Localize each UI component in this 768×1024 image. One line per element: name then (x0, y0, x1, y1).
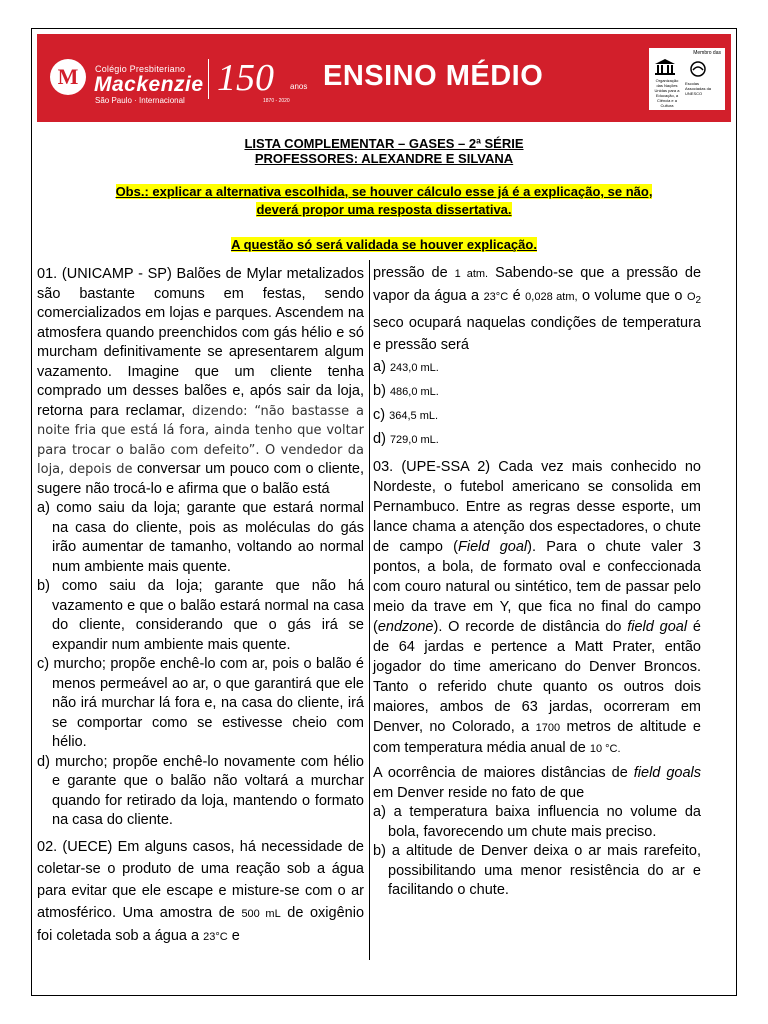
question-01-option-c: c) murcho; propõe enchê-lo com ar, pois o balão é menos permeável ao ar, o que garantirá que ele não irá murchar lá fora e, na casa do cliente, irá se comportar como se estivesse cheio com hélio. (37, 656, 364, 750)
question-03-stem-1: A ocorrência de maiores distâncias de (373, 765, 628, 781)
observation-line-2: deverá propor uma resposta dissertativa. (256, 202, 512, 217)
question-03-text-1: . (UPE-SSA 2) Cada vez mais conhecido no Nordeste, o futebol americano se consolida em Pernambuco. Entre as regras desse esporte, um lance chama a atenção dos espectadores, o chute de campo ( (373, 459, 701, 555)
question-03-text-3: ). O recorde de distância do (433, 619, 622, 635)
oxygen-subscript: 2 (695, 295, 702, 306)
question-02-text-2: de oxigênio foi coletada sob a água a (37, 904, 365, 944)
question-02-continuation (373, 262, 701, 356)
question-02-pressure: 1 atm. (454, 268, 489, 280)
right-column (373, 262, 701, 901)
question-02-cont-1: pressão de (373, 265, 448, 281)
validation-note: A questão só será validada se houver explicação. (231, 237, 537, 252)
option-d-value: 729,0 mL. (389, 434, 439, 446)
option-c-label: c) (373, 407, 386, 423)
question-01-option-a: a) como saiu da loja; garante que estará normal na casa do cliente, pois as moléculas do gás irão aumentar de tamanho, voltando ao normal num ambiente mais quente. (37, 500, 364, 575)
question-03-field-goal: Field goal (458, 539, 528, 555)
option-b-value: 486,0 mL. (389, 386, 439, 398)
header-banner (37, 34, 731, 122)
question-02-cont-5: seco ocupará naquelas condições de temperatura e pressão será (373, 315, 701, 353)
question-02-volume: 500 mL (241, 907, 281, 920)
document-title-block (37, 136, 731, 166)
question-03-field-goal-2: field goal (627, 619, 688, 635)
question-03-text-4: é de 64 jardas e pertence a Matt Prater, então jogador do time americano do Denver Broncos. Tanto o referido chute quanto os outros dois maiores, ambos de 63 jardas, ocorreram em Denver, no Colorado, a (373, 619, 701, 735)
unesco-top-text: Membro das (693, 50, 721, 56)
unesco-associated-schools-icon (687, 60, 709, 78)
question-01-intro: . (UNICAMP - SP) Balões de Mylar metalizados são bastante comuns em festas, sendo comercializados em lojas e parques. Ascendem na atmosfera quando preenchidos com gás hélio e só murcham definitivamente se apresentarem algum vazamento. Imagine que um cliente tenha comprado um desses balões e, após sair da loja, retorna para reclamar, (37, 266, 364, 419)
question-01-option-b: b) como saiu da loja; garante que não há vazamento e que o balão estará normal na casa do cliente, considerando que o gás irá se expandir num ambiente mais quente. (37, 578, 364, 653)
question-02-option-c (373, 404, 701, 428)
question-01-tail: conversar um pouco com o cliente, sugere não trocá-lo e afirma que o balão está (37, 461, 364, 497)
school-name: Mackenzie (94, 73, 204, 96)
question-02-temperature: 23°C (203, 930, 228, 943)
question-03-altitude: 1700 (535, 722, 561, 734)
unesco-temple-icon (654, 58, 676, 76)
left-column (37, 265, 364, 948)
option-a-label: a) (373, 359, 386, 375)
question-02-temperature-2: 23°C (483, 291, 509, 303)
anniversary-years: 1870 - 2020 (263, 98, 290, 104)
logo-letter: M (57, 64, 79, 89)
anniversary-word: anos (290, 82, 308, 91)
document-title: LISTA COMPLEMENTAR – GASES – 2ª SÉRIE (244, 136, 524, 151)
school-location: São Paulo · Internacional (95, 96, 185, 105)
mackenzie-logo (50, 59, 86, 95)
question-02-option-a (373, 356, 701, 380)
option-a-value: 243,0 mL. (389, 362, 439, 374)
header-divider (208, 59, 209, 99)
option-c-value: 364,5 mL. (389, 410, 439, 422)
question-03-number: 03 (373, 459, 390, 475)
unesco-right-text: Escolas Associadas da UNESCO (685, 81, 712, 96)
observation-line-1: Obs.: explicar a alternativa escolhida, se houver cálculo esse já é a explicação, se não, (115, 184, 653, 199)
anniversary-number: 150 (217, 57, 274, 99)
question-01-number: 01 (37, 266, 54, 282)
validation-block (37, 236, 731, 254)
question-02-number: 02 (37, 838, 54, 855)
question-03-option-a: a) a temperatura baixa influencia no volume da bola, favorecendo um chute mais preciso. (373, 804, 701, 840)
unesco-logo (649, 48, 725, 110)
header-title: ENSINO MÉDIO (323, 60, 544, 92)
question-02-stem (37, 836, 364, 948)
question-02-text-3: e (231, 927, 240, 944)
column-divider (369, 260, 370, 960)
question-03-stem (373, 457, 701, 759)
option-b-label: b) (373, 383, 386, 399)
question-02-text-1: . (UECE) Em alguns casos, há necessidade de coletar-se o produto de uma reação sob a água para evitar que ele escape e misture-se com o ar atmosférico. Uma amostra de (37, 838, 364, 921)
question-01-stem (37, 265, 364, 499)
question-01-quote: dizendo: “não bastasse a noite fria que está lá fora, ainda tenho que voltar para trocar o balão com defeito”. O vendedor da loja, depois de (37, 403, 364, 477)
question-01-option-d: d) murcho; propõe enchê-lo novamente com hélio e garante que o balão não voltará a murchar quando for retirado da loja, mantendo o formato na casa do cliente. (37, 753, 364, 828)
question-03-option-b: b) a altitude de Denver deixa o ar mais rarefeito, possibilitando uma menor resistência do ar e facilitando o chute. (373, 843, 701, 898)
question-03-text-5: metros de altitude e com temperatura média anual de (373, 719, 701, 756)
question-02-oxygen (686, 291, 702, 306)
question-02-option-b (373, 380, 701, 404)
question-03-endzone: endzone (377, 619, 434, 635)
document-professors: PROFESSORES: ALEXANDRE E SILVANA (254, 151, 514, 166)
oxygen-symbol: O (686, 291, 696, 303)
unesco-left-text: Organização das Nações Unidas para a Educação, a Ciência e a Cultura (654, 78, 680, 108)
question-03-question (373, 764, 701, 803)
question-02-option-d (373, 428, 701, 452)
question-02-cont-3: é (512, 288, 521, 304)
school-small-name: Colégio Presbiteriano (95, 64, 186, 74)
question-02-vapor-pressure: 0,028 atm, (525, 291, 578, 303)
question-03-mean-temperature: 10 °C. (589, 743, 621, 755)
question-03-stem-field-goals: field goals (633, 765, 701, 781)
question-03-text-2: ). Para o chute valer 3 pontos, a bola, de formato oval e confeccionada com couro natural ou sintético, tem de passar pelo meio da trave em Y, que fica no final do campo ( (373, 539, 701, 635)
question-02-cont-4: o volume que o (582, 288, 683, 304)
question-02-cont-2: Sabendo-se que a pressão de vapor da água a (373, 265, 702, 304)
option-d-label: d) (373, 431, 386, 447)
observation-block (37, 183, 731, 219)
question-03-stem-2: em Denver reside no fato de que (373, 784, 585, 801)
